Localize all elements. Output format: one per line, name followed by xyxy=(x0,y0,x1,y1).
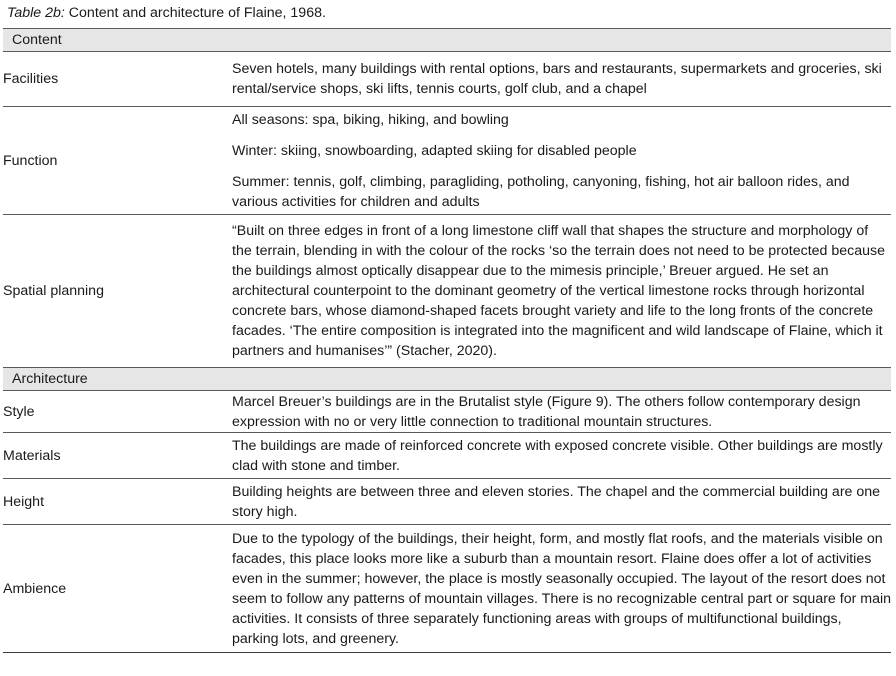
row-label: Facilities xyxy=(3,52,232,107)
section-title: Content xyxy=(3,29,891,52)
section-header-content xyxy=(3,29,891,52)
paragraph: Building heights are between three and eleven stories. The chapel and the commercial building are one story high. xyxy=(232,483,881,520)
table-row xyxy=(3,52,891,107)
row-description xyxy=(232,525,891,653)
content-architecture-table xyxy=(3,28,891,653)
row-label: Spatial planning xyxy=(3,215,232,368)
table-row xyxy=(3,479,891,525)
caption-label: Table 2b: xyxy=(7,5,65,21)
paragraph: The buildings are made of reinforced concrete with exposed concrete visible. Other buildings are mostly clad with stone and timber. xyxy=(232,437,883,474)
row-label: Style xyxy=(3,391,232,433)
paragraph: Marcel Breuer’s buildings are in the Brutalist style (Figure 9). The others follow contemporary design expression with no or very little connection to traditional mountain structures. xyxy=(232,393,861,430)
row-description xyxy=(232,479,891,525)
row-description xyxy=(232,215,891,368)
paragraph: Due to the typology of the buildings, their height, form, and mostly flat roofs, and the materials visible on facades, this place looks more like a suburb than a mountain resort. Flaine does offer a lot of activities even in the summer; however, the place is mostly seasonally occupied. The layout of the resort does not seem to follow any patterns of mountain villages. There is no recognizable central part or square for main activities. It consists of three separately functioning areas with groups of multifunctional buildings, parking lots, and greenery. xyxy=(232,530,892,647)
caption-text: Content and architecture of Flaine, 1968. xyxy=(64,5,326,21)
section-header-architecture xyxy=(3,368,891,391)
table-row xyxy=(3,215,891,368)
row-description xyxy=(232,107,891,215)
row-description xyxy=(232,391,891,433)
paragraph: “Built on three edges in front of a long limestone cliff wall that shapes the structure and morphology of the terrain, blending in with the colour of the rocks ‘so the terrain does not need to be protected because the buildings almost optically disappear due to the mimesis principle,’ Breuer argued. He set an architectural counterpoint to the dominant geometry of the vertical limestone rocks through horizontal concrete bars, whose diamond-shaped facets brought variety and life to the long fronts of the concrete facades. ‘The entire composition is integrated into the magnificent and wild landscape of Flaine, which it partners and humanises’” (Stacher, 2020). xyxy=(232,223,886,359)
row-label: Materials xyxy=(3,433,232,479)
paragraph: Winter: skiing, snowboarding, adapted skiing for disabled people xyxy=(232,142,637,159)
section-title: Architecture xyxy=(3,368,891,391)
table-caption xyxy=(7,3,326,23)
row-description xyxy=(232,52,891,107)
row-label: Ambience xyxy=(3,525,232,653)
table-row xyxy=(3,525,891,653)
table-row xyxy=(3,107,891,215)
table-row xyxy=(3,391,891,433)
paragraph: All seasons: spa, biking, hiking, and bowling xyxy=(232,111,509,128)
row-description xyxy=(232,433,891,479)
paragraph: Seven hotels, many buildings with rental options, bars and restaurants, supermarkets and groceries, ski rental/service shops, ski lifts, tennis courts, golf club, and a chapel xyxy=(232,61,882,97)
row-label: Function xyxy=(3,107,232,215)
table-row xyxy=(3,433,891,479)
paragraph: Summer: tennis, golf, climbing, paragliding, potholing, canyoning, fishing, hot air balloon rides, and various activities for children and adults xyxy=(232,173,850,210)
row-label: Height xyxy=(3,479,232,525)
